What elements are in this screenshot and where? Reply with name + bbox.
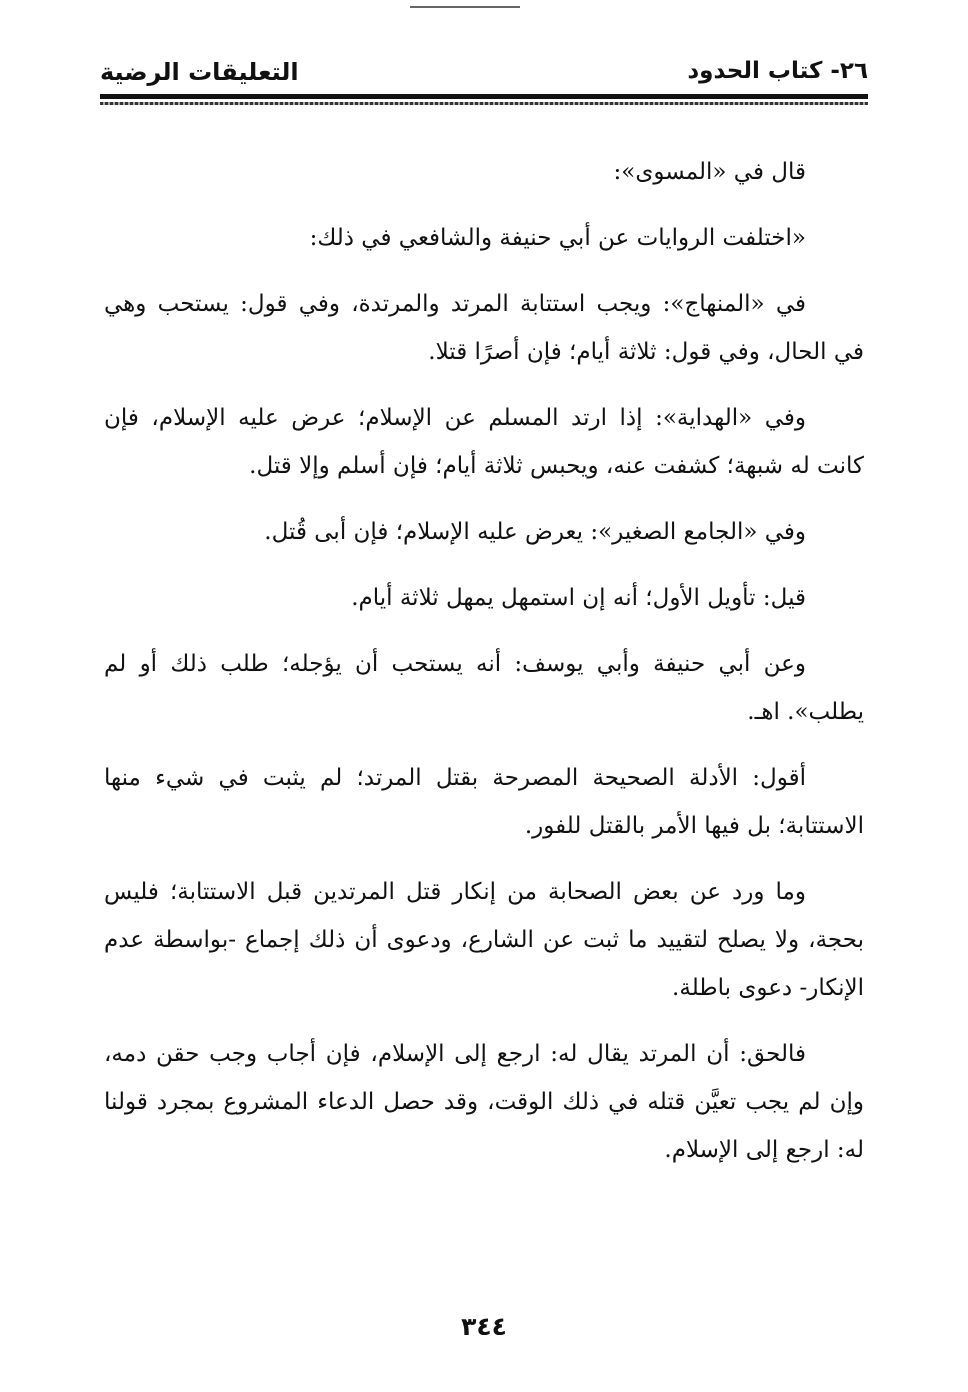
page-number: ٣٤٤ (461, 1312, 507, 1341)
paragraph: أقول: الأدلة الصحيحة المصرحة بقتل المرتد؛ لم يثبت في شيء منها الاستتابة؛ بل فيها الأمر بالقتل للفور. (104, 765, 864, 839)
paragraph: في «المنهاج»: ويجب استتابة المرتد والمرتدة، وفي قول: يستحب وهي في الحال، وفي قول: ثلاثة أيام؛ فإن أصرًا قتلا. (104, 291, 864, 365)
paragraph: قال في «المسوى»: (613, 159, 806, 185)
chapter-title: ٢٦- كتاب الحدود (687, 58, 868, 84)
book-title: التعليقات الرضية (100, 58, 299, 86)
paragraph: «اختلفت الروايات عن أبي حنيفة والشافعي في ذلك: (309, 225, 806, 251)
paragraph: وفي «الهداية»: إذا ارتد المسلم عن الإسلام؛ عرض عليه الإسلام، فإن كانت له شبهة؛ كشفت عنه، ويحبس ثلاثة أيام؛ فإن أسلم وإلا قتل. (104, 405, 864, 479)
header-rule-dotted (100, 102, 868, 105)
paragraph: فالحق: أن المرتد يقال له: ارجع إلى الإسلام، فإن أجاب وجب حقن دمه، وإن لم يجب تعيَّن قتله في ذلك الوقت، وقد حصل الدعاء المشروع بمجرد قولنا له: ارجع إلى الإسلام. (104, 1041, 864, 1163)
running-header (100, 58, 868, 94)
paragraph: قيل: تأويل الأول؛ أنه إن استمهل يمهل ثلاثة أيام. (351, 585, 806, 611)
header-rule (100, 94, 868, 99)
page-body (104, 148, 864, 1192)
paragraph: وما ورد عن بعض الصحابة من إنكار قتل المرتدين قبل الاستتابة؛ فليس بحجة، ولا يصلح لتقييد ما ثبت عن الشارع، ودعوى أن ذلك إجماع -بواسطة عدم الإنكار- دعوى باطلة. (104, 879, 864, 1001)
paragraph: وفي «الجامع الصغير»: يعرض عليه الإسلام؛ فإن أبى قُتل. (264, 519, 806, 545)
scan-mark (410, 6, 520, 8)
paragraph: وعن أبي حنيفة وأبي يوسف: أنه يستحب أن يؤجله؛ طلب ذلك أو لم يطلب». اهـ. (104, 651, 864, 725)
